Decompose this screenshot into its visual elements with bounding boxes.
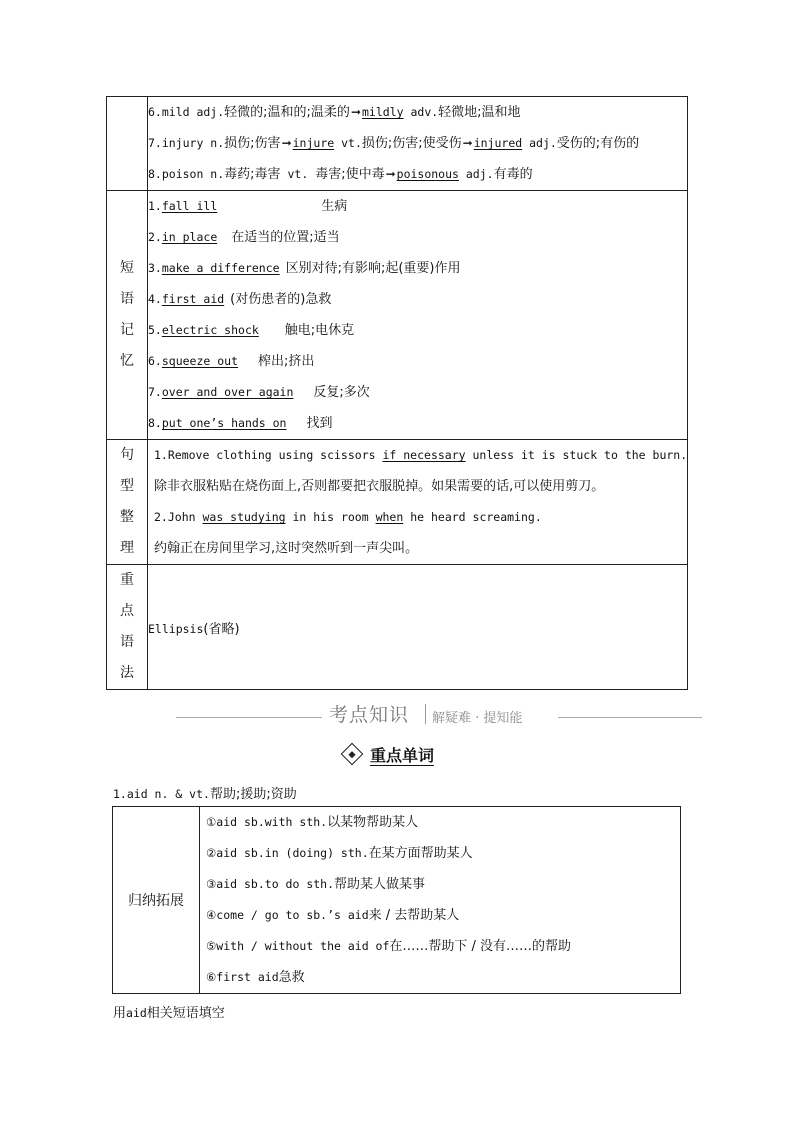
aid-label: 归纳拓展 xyxy=(113,807,200,994)
fill-instruction: 用aid相关短语填空 xyxy=(113,1006,225,1021)
phrases-content xyxy=(148,191,688,440)
phrases-label: 短 语 记 忆 xyxy=(107,191,148,440)
phrase-item: 8.put one’s hands on 找到 xyxy=(148,416,333,431)
aid-title: 1.aid n. & vt.帮助;援助;资助 xyxy=(113,787,297,802)
phrase-item: 5.electric shock 触电;电休克 xyxy=(148,323,355,338)
summary-table xyxy=(106,96,688,690)
arrow-icon: ➞ xyxy=(385,167,396,181)
diamond-icon xyxy=(341,743,364,766)
aid-item: ③aid sb.to do sth.帮助某人做某事 xyxy=(206,877,426,892)
grammar-row xyxy=(107,565,688,690)
vocab-row xyxy=(107,97,688,191)
sentence-cn-2: 约翰正在房间里学习,这时突然听到一声尖叫。 xyxy=(154,541,419,556)
aid-item: ②aid sb.in (doing) sth.在某方面帮助某人 xyxy=(206,846,473,861)
aid-table xyxy=(112,806,681,994)
phrase-item: 1.fall ill 生病 xyxy=(148,199,348,214)
vocab-line-6: 6.mild adj.轻微的;温和的;温柔的➞mildly adv.轻微地;温和地 xyxy=(148,105,521,120)
vocab-line-7: 7.injury n.损伤;伤害➞injure vt.损伤;伤害;使受伤➞injured adj.受伤的;有伤的 xyxy=(148,136,640,151)
banner-title: 考点知识 xyxy=(329,704,410,726)
sentence-en-1: 1.Remove clothing using scissors if necessary unless it is stuck to the burn. xyxy=(154,448,687,462)
aid-content xyxy=(200,807,681,994)
sentence-cn-1: 除非衣服粘贴在烧伤面上,否则都要把衣服脱掉。如果需要的话,可以使用剪刀。 xyxy=(154,479,605,494)
section-banner xyxy=(176,700,702,730)
arrow-icon: ➞ xyxy=(350,105,361,119)
sentences-label: 句 型 整 理 xyxy=(107,440,148,565)
banner-subtitle: 解疑难 · 提知能 xyxy=(432,711,523,726)
sentences-row xyxy=(107,440,688,565)
grammar-content: Ellipsis(省略) xyxy=(148,565,688,690)
aid-item: ①aid sb.with sth.以某物帮助某人 xyxy=(206,815,419,830)
banner-rule-right xyxy=(558,717,702,718)
phrase-item: 3.make a difference 区别对待;有影响;起(重要)作用 xyxy=(148,261,461,276)
arrow-icon: ➞ xyxy=(462,136,473,150)
phrase-item: 2.in place 在适当的位置;适当 xyxy=(148,230,340,245)
aid-item: ⑥first aid急救 xyxy=(206,970,305,985)
phrases-row xyxy=(107,191,688,440)
section-heading: 重点单词 xyxy=(340,741,434,767)
phrase-item: 7.over and over again 反复;多次 xyxy=(148,385,370,400)
sentence-en-2: 2.John was studying in his room when he heard screaming. xyxy=(154,510,542,524)
sentences-content xyxy=(148,440,688,565)
vocab-label-cell xyxy=(107,97,148,191)
aid-item: ④come / go to sb.’s aid来 / 去帮助某人 xyxy=(206,908,460,923)
vocab-content xyxy=(148,97,688,191)
banner-separator xyxy=(425,704,426,724)
aid-item: ⑤with / without the aid of在……帮助下 / 没有……的帮助 xyxy=(206,939,572,954)
banner-rule-left xyxy=(176,717,322,718)
vocab-line-8: 8.poison n.毒药;毒害 vt. 毒害;使中毒➞poisonous adj.有毒的 xyxy=(148,167,533,182)
arrow-icon: ➞ xyxy=(281,136,292,150)
grammar-label: 重 点 语 法 xyxy=(107,565,148,690)
phrase-item: 6.squeeze out 榨出;挤出 xyxy=(148,354,315,369)
phrase-item: 4.first aid (对伤患者的)急救 xyxy=(148,292,332,307)
